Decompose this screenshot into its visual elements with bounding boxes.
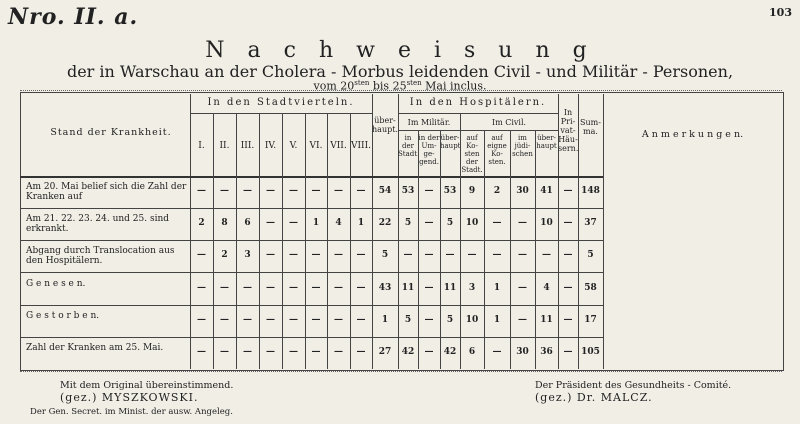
table-cell: 11: [443, 282, 457, 293]
table-cell: —: [220, 315, 229, 325]
table-cell: —: [467, 250, 477, 260]
col-privat: In Pri-vat-Häu-sern.: [558, 108, 579, 153]
table-cell: 6: [468, 347, 476, 357]
table-cell: —: [243, 347, 252, 357]
stadt-col-header: III.: [240, 141, 255, 151]
table-cell: 10: [540, 218, 553, 228]
table-cell: —: [197, 250, 206, 260]
table-cell: —: [243, 186, 252, 196]
footer-certification: Mit dem Original übereinstimmend.: [60, 380, 234, 391]
hospital-col-header: über-haupt: [440, 134, 461, 150]
table-cell: —: [311, 282, 321, 293]
table-cell: 30: [516, 347, 529, 357]
col-summa: Sum-ma.: [580, 118, 601, 136]
table-cell: —: [243, 315, 252, 325]
table-cell: —: [563, 250, 573, 260]
table-cell: 17: [584, 315, 597, 325]
table-cell: —: [289, 347, 298, 357]
table-cell: —: [220, 347, 229, 357]
table-cell: —: [266, 282, 275, 293]
document-number: Nro. II. a.: [8, 4, 139, 30]
col-anmerkungen: A n m e r k u n g e n.: [641, 129, 744, 140]
grid-line: [259, 113, 260, 369]
table-cell: —: [356, 282, 366, 293]
table-cell: —: [356, 315, 366, 325]
table-cell: —: [492, 347, 502, 357]
table-cell: 2: [198, 218, 205, 228]
table-cell: 8: [221, 218, 228, 228]
table-cell: —: [289, 250, 298, 260]
page-title: N a c h w e i s u n g: [205, 38, 595, 63]
table-cell: 54: [378, 186, 392, 196]
table-cell: —: [334, 315, 343, 325]
table-cell: 53: [401, 186, 415, 196]
table-cell: 10: [465, 315, 479, 325]
table-cell: —: [424, 282, 434, 293]
table-cell: 1: [312, 218, 320, 228]
table-cell: 2: [221, 250, 228, 260]
table-cell: —: [424, 218, 434, 228]
row-label: G e n e s e n.: [26, 278, 86, 289]
row-label: Zahl der Kranken am 25. Mai.: [26, 343, 164, 353]
table-cell: 105: [581, 347, 600, 357]
table-cell: —: [266, 218, 275, 228]
table-cell: —: [356, 186, 366, 196]
table-cell: 5: [446, 218, 454, 228]
col-uberhaupt: über-haupt.: [372, 116, 398, 134]
footer-president: Der Präsident des Gesundheits - Comité.: [535, 380, 732, 391]
table-cell: 5: [404, 315, 412, 325]
grid-line: [327, 113, 328, 369]
table-cell: —: [334, 347, 343, 357]
hospital-col-header: in der Stadt.: [398, 134, 420, 158]
table-cell: 4: [335, 218, 342, 228]
table-cell: 5: [587, 250, 594, 260]
footer-signature-right: (gez.) Dr. MALCZ.: [535, 391, 653, 404]
table-cell: 53: [443, 186, 457, 196]
table-cell: 42: [401, 347, 415, 357]
table-cell: 3: [468, 282, 476, 293]
group-stadtviertel: In den Stadtvierteln.: [207, 97, 355, 108]
group-hospitaler: In den Hospitälern.: [409, 97, 547, 108]
table-cell: —: [563, 218, 573, 228]
table-cell: 43: [378, 282, 392, 293]
table-cell: —: [518, 250, 527, 260]
table-cell: —: [197, 186, 206, 196]
stadt-col-header: VIII.: [350, 141, 372, 151]
table-cell: —: [266, 186, 275, 196]
table-cell: —: [356, 250, 366, 260]
table-cell: —: [311, 347, 321, 357]
table-cell: —: [542, 250, 551, 260]
row-label: G e s t o r b e n.: [26, 311, 100, 321]
grid-line: [236, 113, 237, 369]
table-cell: —: [311, 186, 321, 196]
table-cell: 6: [244, 218, 251, 228]
table-cell: 37: [584, 218, 597, 228]
table-cell: 3: [244, 250, 251, 260]
table-cell: —: [220, 282, 229, 293]
table-cell: —: [334, 186, 343, 196]
hospital-col-header: im jüdi-schen: [512, 134, 533, 158]
table-cell: —: [289, 218, 298, 228]
stadt-col-header: VI.: [309, 141, 323, 151]
hospital-col-header: auf eigne Ko-sten.: [487, 134, 507, 166]
table-cell: 36: [540, 347, 553, 357]
grid-line: [282, 113, 283, 369]
table-cell: —: [334, 250, 343, 260]
table-cell: 4: [543, 282, 550, 293]
subtitle: der in Warschau an der Cholera - Morbus leidenden Civil - und Militär - Personen,: [66, 62, 734, 81]
table-cell: —: [356, 347, 366, 357]
table-cell: —: [563, 347, 573, 357]
table-cell: 58: [584, 282, 597, 293]
date-range: vom $20^{sten}$ bis $25^{sten}$ Mai inclus.: [313, 79, 487, 93]
footer-secretary: Der Gen. Secret. im Minist. der ausw. Angeleg.: [30, 407, 233, 417]
table-cell: 9: [468, 186, 476, 196]
table-cell: 41: [540, 186, 553, 196]
stadt-col-header: I.: [198, 141, 205, 151]
stub-header: Stand der Krankheit.: [50, 127, 172, 138]
table-cell: —: [220, 186, 229, 196]
table-cell: 1: [493, 315, 501, 325]
table-cell: 5: [404, 218, 412, 228]
table-cell: —: [289, 282, 298, 293]
grid-line: [305, 113, 306, 369]
group-civil: Im Civil.: [491, 118, 527, 127]
table-cell: —: [424, 315, 434, 325]
stadt-col-header: V.: [289, 141, 298, 151]
table-cell: 1: [381, 315, 389, 325]
row-label: Am 21. 22. 23. 24. und 25. sind erkrankt.: [26, 214, 170, 234]
table-cell: —: [424, 186, 434, 196]
table-cell: —: [518, 218, 527, 228]
table-cell: —: [311, 250, 321, 260]
hospital-col-header: über-haupt: [536, 134, 557, 150]
table-cell: 22: [378, 218, 392, 228]
table-cell: 27: [378, 347, 392, 357]
grid-line: [460, 113, 461, 369]
footer-signature-left: (gez.) MYSZKOWSKI.: [60, 391, 199, 404]
table-cell: 10: [465, 218, 479, 228]
table-cell: 11: [401, 282, 415, 293]
row-label: Abgang durch Translocation aus den Hospitälern.: [26, 246, 175, 266]
grid-line: [350, 113, 351, 369]
table-cell: —: [563, 315, 573, 325]
stadt-col-header: IV.: [264, 141, 277, 151]
table-cell: 42: [443, 347, 457, 357]
table-cell: 1: [493, 282, 501, 293]
table-cell: 148: [581, 186, 600, 196]
table-cell: —: [243, 282, 252, 293]
grid-line: [213, 113, 214, 369]
group-militar: Im Militär.: [407, 118, 451, 127]
table-cell: —: [518, 282, 527, 293]
stadt-col-header: II.: [219, 141, 230, 151]
hospital-col-header: auf Ko-sten der Stadt.: [461, 134, 483, 174]
table-cell: —: [424, 250, 434, 260]
table-cell: —: [289, 186, 298, 196]
page-number: 103: [769, 6, 792, 19]
table-cell: —: [403, 250, 413, 260]
table-cell: —: [445, 250, 455, 260]
table-cell: —: [563, 282, 573, 293]
grid-line: [398, 130, 558, 131]
table-cell: 1: [357, 218, 365, 228]
table-cell: —: [197, 315, 206, 325]
table-cell: —: [266, 250, 275, 260]
decorative-border-bottom: [20, 371, 782, 375]
table-cell: —: [266, 315, 275, 325]
table-cell: —: [492, 250, 502, 260]
table-cell: 5: [446, 315, 454, 325]
table-cell: 30: [516, 186, 529, 196]
table-cell: —: [311, 315, 321, 325]
table-cell: —: [518, 315, 527, 325]
table-cell: 5: [381, 250, 389, 260]
table-cell: 11: [540, 315, 553, 325]
table-cell: —: [424, 347, 434, 357]
table-cell: —: [563, 186, 573, 196]
hospital-col-header: in der Um-ge-gend.: [418, 134, 440, 166]
table-cell: —: [197, 282, 206, 293]
row-label: Am 20. Mai belief sich die Zahl der Kranken auf: [26, 182, 187, 202]
table-cell: —: [492, 218, 502, 228]
table-cell: 2: [493, 186, 501, 196]
table-cell: —: [266, 347, 275, 357]
table-cell: —: [289, 315, 298, 325]
stadt-col-header: VII.: [330, 141, 347, 151]
table-cell: —: [334, 282, 343, 293]
table-cell: —: [197, 347, 206, 357]
